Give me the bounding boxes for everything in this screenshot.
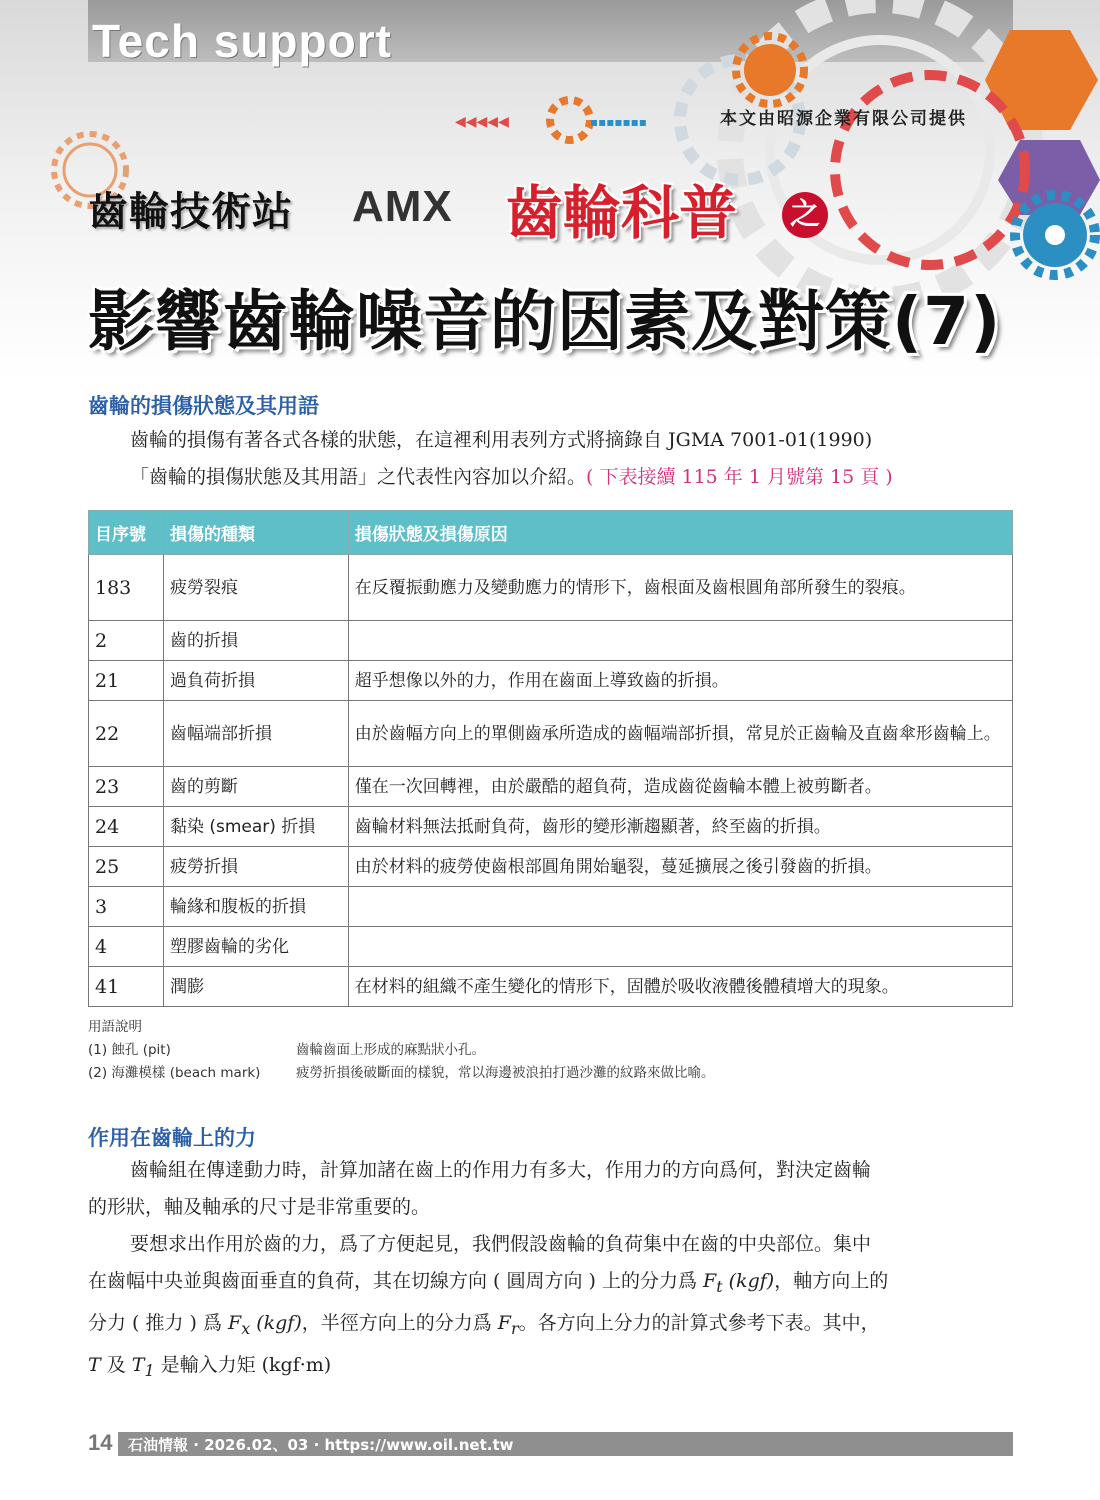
continuation-note: ( 下表接續 115 年 1 月號第 15 頁 ) <box>586 466 893 488</box>
row-number: 24 <box>89 807 164 847</box>
glossary-term: (1) 蝕孔 (pit) <box>88 1042 171 1058</box>
row-description: 在反覆振動應力及變動應力的情形下，齒根面及齒根圓角部所發生的裂痕。 <box>348 555 1012 621</box>
row-number: 25 <box>89 847 164 887</box>
paragraph-line: T 及 $T_1$ 是輸入力矩 (kgf·m) <box>88 1353 332 1380</box>
row-type: 過負荷折損 <box>163 661 348 701</box>
symbol-Ft: $F_t$ <box>703 1270 723 1296</box>
magazine-name: 石油情報 <box>128 1436 189 1454</box>
row-description: 超乎想像以外的力，作用在齒面上導致齒的折損。 <box>348 661 1012 701</box>
row-type: 輪緣和腹板的折損 <box>163 887 348 927</box>
amx-logo <box>352 182 453 232</box>
glossary-definition: 疲勞折損後破斷面的樣貌，常以海邊被浪拍打過沙灘的紋路來做比喻。 <box>296 1065 715 1081</box>
row-description: 在材料的組織不產生變化的情形下，固體於吸收液體後體積增大的現象。 <box>348 967 1012 1007</box>
row-description <box>348 927 1012 967</box>
row-type: 齒的折損 <box>163 621 348 661</box>
section-heading-forces: 作用在齒輪上的力 <box>88 1125 256 1150</box>
svg-text:◀◀◀◀◀: ◀◀◀◀◀ <box>455 114 509 130</box>
column-header-type: 損傷的種類 <box>163 511 348 555</box>
row-type: 疲勞折損 <box>163 847 348 887</box>
symbol-T: T <box>88 1353 101 1376</box>
row-number: 2 <box>89 621 164 661</box>
series-title: 齒輪科普 <box>505 179 738 247</box>
row-number: 3 <box>89 887 164 927</box>
series-connector-badge: 之 <box>782 192 828 238</box>
glossary-term: (2) 海灘模樣 (beach mark) <box>88 1065 261 1081</box>
symbol-T1: $T_1$ <box>131 1353 155 1380</box>
row-type: 疲勞裂痕 <box>163 555 348 621</box>
unit-kgf: (kgf) <box>728 1270 775 1292</box>
row-description: 由於齒幅方向上的單側齒承所造成的齒幅端部折損，常見於正齒輪及直齒傘形齒輪上。 <box>348 701 1012 767</box>
table-row <box>89 767 1013 807</box>
row-number: 22 <box>89 701 164 767</box>
logo-text: AMX <box>352 182 453 231</box>
paragraph-line: 的形狀，軸及軸承的尺寸是非常重要的。 <box>88 1196 431 1218</box>
header-banner <box>0 0 1100 380</box>
glossary-item <box>88 1062 715 1085</box>
section-heading-damage: 齒輪的損傷狀態及其用語 <box>88 393 319 418</box>
section-label: Tech support <box>92 15 392 67</box>
symbol-Fr: $F_r$ <box>497 1311 519 1338</box>
table-row <box>89 927 1013 967</box>
row-description: 由於材料的疲勞使齒根部圓角開始龜裂，蔓延擴展之後引發齒的折損。 <box>348 847 1012 887</box>
row-type: 黏染 (smear) 折損 <box>163 807 348 847</box>
table-row <box>89 807 1013 847</box>
glossary-item <box>88 1039 485 1062</box>
table-row <box>89 847 1013 887</box>
page-number: 14 <box>88 1430 118 1456</box>
paragraph-line: 齒輪的損傷有著各式各樣的狀態，在這裡利用表列方式將摘錄自 JGMA 7001-01(1990) <box>130 429 873 451</box>
row-number: 41 <box>89 967 164 1007</box>
paragraph-line: 齒輪組在傳達動力時，計算加諸在齒上的作用力有多大，作用力的方向爲何，對決定齒輪 <box>130 1159 872 1181</box>
paragraph-line: 「齒輪的損傷狀態及其用語」之代表性內容加以介紹。( 下表接續 115 年 1 月號第 15 頁 ) <box>130 466 893 488</box>
table-row <box>89 621 1013 661</box>
row-type: 塑膠齒輪的劣化 <box>163 927 348 967</box>
paragraph-line: 分力 ( 推力 ) 爲 $F_x$ (kgf)，半徑方向上的分力爲 $F_r$。各方向上分力的計算式參考下表。其中， <box>88 1311 880 1338</box>
table-row <box>89 887 1013 927</box>
row-number: 21 <box>89 661 164 701</box>
section2-paragraph <box>88 1152 1012 1388</box>
row-number: 4 <box>89 927 164 967</box>
glossary-title: 用語說明 <box>88 1019 142 1035</box>
provider-credit: 本文由昭源企業有限公司提供 <box>720 109 967 129</box>
issue-info: · 2026.02、03 · https://www.oil.net.tw <box>188 1436 514 1454</box>
row-description <box>348 621 1012 661</box>
table-row <box>89 555 1013 621</box>
section1-paragraph <box>88 422 1012 496</box>
symbol-Fx: $F_x$ <box>228 1311 251 1338</box>
paragraph-line: 在齒幅中央並與齒面垂直的負荷，其在切線方向 ( 圓周方向 ) 上的分力爲 $F_t$ (kgf)，軸方向上的 <box>88 1270 889 1296</box>
row-number: 183 <box>89 555 164 621</box>
table-header-row <box>89 511 1013 555</box>
column-header-number: 目序號 <box>89 511 164 555</box>
column-header-description: 損傷狀態及損傷原因 <box>348 511 1012 555</box>
table-row <box>89 661 1013 701</box>
row-type: 齒幅端部折損 <box>163 701 348 767</box>
row-type: 潤膨 <box>163 967 348 1007</box>
row-description <box>348 887 1012 927</box>
glossary-definition: 齒輪齒面上形成的麻點狀小孔。 <box>296 1042 485 1058</box>
row-type: 齒的剪斷 <box>163 767 348 807</box>
page-title: 影響齒輪噪音的因素及對策(7) <box>88 283 1002 360</box>
paragraph-line: 要想求出作用於齒的力，爲了方便起見，我們假設齒輪的負荷集中在齒的中央部位。集中 <box>130 1233 872 1255</box>
row-description: 僅在一次回轉裡，由於嚴酷的超負荷，造成齒從齒輪本體上被剪斷者。 <box>348 767 1012 807</box>
column-name: 齒輪技術站 <box>88 189 293 235</box>
row-description: 齒輪材料無法抵耐負荷，齒形的變形漸趨顯著，終至齒的折損。 <box>348 807 1012 847</box>
svg-text:▪▪▪▪▪▪▪: ▪▪▪▪▪▪▪ <box>590 115 647 129</box>
table-row <box>89 701 1013 767</box>
glossary <box>88 1016 715 1085</box>
unit-kgf: (kgf) <box>256 1311 302 1334</box>
damage-table <box>88 510 1013 1007</box>
row-number: 23 <box>89 767 164 807</box>
table-row <box>89 967 1013 1007</box>
footer-publication <box>128 1434 513 1455</box>
